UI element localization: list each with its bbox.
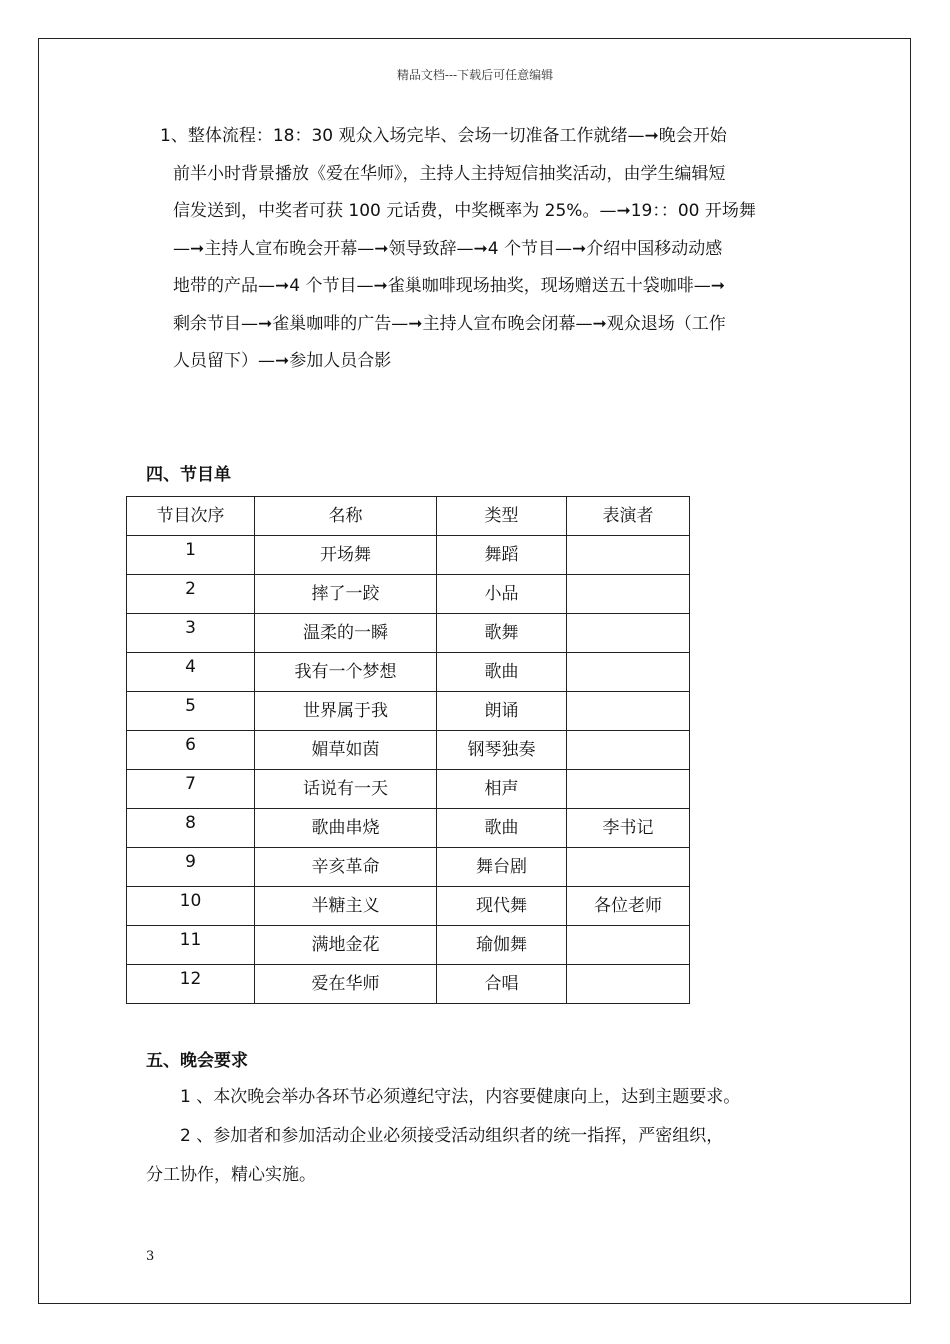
- table-cell: 半糖主义: [255, 887, 437, 926]
- flow-line: 剩余节目—➞雀巢咖啡的广告—➞主持人宣布晚会闭幕—➞观众退场（工作: [173, 313, 726, 334]
- requirement-item: 分工协作，精心实施。: [146, 1165, 316, 1185]
- page-header: 精品文档---下载后可任意编辑: [396, 68, 554, 82]
- table-cell: 歌曲串烧: [255, 809, 437, 848]
- table-cell: [567, 653, 690, 692]
- column-header: 名称: [255, 497, 437, 536]
- table-cell: 歌舞: [437, 614, 567, 653]
- table-cell: 爱在华师: [255, 965, 437, 1004]
- table-cell: 钢琴独奏: [437, 731, 567, 770]
- table-cell: 相声: [437, 770, 567, 809]
- page-number: 3: [146, 1249, 155, 1264]
- table-row: [127, 692, 690, 731]
- section-title-requirements: 五、晚会要求: [146, 1051, 248, 1071]
- table-row: [127, 809, 690, 848]
- table-row: [127, 770, 690, 809]
- table-cell: 朗诵: [437, 692, 567, 731]
- flow-line: —➞主持人宣布晚会开幕—➞领导致辞—➞4 个节目—➞介绍中国移动动感: [173, 238, 723, 259]
- table-cell: 媚草如茵: [255, 731, 437, 770]
- flow-line: 地带的产品—➞4 个节目—➞雀巢咖啡现场抽奖，现场赠送五十袋咖啡—➞: [173, 276, 725, 296]
- requirement-item: 2 、参加者和参加活动企业必须接受活动组织者的统一指挥，严密组织，: [180, 1126, 724, 1146]
- table-row: [127, 731, 690, 770]
- flow-paragraph: [160, 118, 810, 381]
- table-cell: 8: [127, 809, 255, 848]
- table-cell: 5: [127, 692, 255, 731]
- table-cell: [567, 731, 690, 770]
- table-cell: [567, 614, 690, 653]
- table-header-row: [127, 497, 690, 536]
- table-cell: 各位老师: [567, 887, 690, 926]
- table-cell: 温柔的一瞬: [255, 614, 437, 653]
- table-cell: 开场舞: [255, 536, 437, 575]
- table-cell: 歌曲: [437, 809, 567, 848]
- table-cell: 1: [127, 536, 255, 575]
- table-row: [127, 926, 690, 965]
- table-cell: [567, 926, 690, 965]
- table-row: [127, 965, 690, 1004]
- table-cell: 舞台剧: [437, 848, 567, 887]
- table-cell: 瑜伽舞: [437, 926, 567, 965]
- table-row: [127, 614, 690, 653]
- table-cell: 李书记: [567, 809, 690, 848]
- table-cell: [567, 575, 690, 614]
- table-row: [127, 848, 690, 887]
- table-cell: 合唱: [437, 965, 567, 1004]
- flow-line: 前半小时背景播放《爱在华师》，主持人主持短信抽奖活动，由学生编辑短: [173, 163, 726, 184]
- table-cell: [567, 770, 690, 809]
- table-cell: 辛亥革命: [255, 848, 437, 887]
- table-cell: 我有一个梦想: [255, 653, 437, 692]
- table-cell: 歌曲: [437, 653, 567, 692]
- table-cell: 满地金花: [255, 926, 437, 965]
- column-header: 节目次序: [127, 497, 255, 536]
- table-cell: 舞蹈: [437, 536, 567, 575]
- table-cell: 9: [127, 848, 255, 887]
- table-cell: 4: [127, 653, 255, 692]
- table-cell: [567, 848, 690, 887]
- section-title-program: 四、节目单: [146, 465, 231, 485]
- table-row: [127, 536, 690, 575]
- table-cell: 12: [127, 965, 255, 1004]
- table-cell: [567, 536, 690, 575]
- requirement-item: 1 、本次晚会举办各环节必须遵纪守法，内容要健康向上，达到主题要求。: [180, 1087, 741, 1107]
- requirements: [146, 1078, 826, 1195]
- program-table: [126, 496, 690, 1004]
- table-cell: 话说有一天: [255, 770, 437, 809]
- table-cell: [567, 965, 690, 1004]
- table-cell: 3: [127, 614, 255, 653]
- table-cell: 摔了一跤: [255, 575, 437, 614]
- table-cell: [567, 692, 690, 731]
- table-cell: 世界属于我: [255, 692, 437, 731]
- table-cell: 10: [127, 887, 255, 926]
- column-header: 类型: [437, 497, 567, 536]
- flow-line: 信发送到，中奖者可获 100 元话费，中奖概率为 25%。—➞19：：00 开场舞: [173, 201, 756, 221]
- table-cell: 7: [127, 770, 255, 809]
- table-cell: 11: [127, 926, 255, 965]
- table-cell: 现代舞: [437, 887, 567, 926]
- table-cell: 2: [127, 575, 255, 614]
- flow-number: 1: [160, 126, 171, 146]
- flow-line: 人员留下）—➞参加人员合影: [173, 351, 392, 371]
- table-row: [127, 653, 690, 692]
- flow-line: 、整体流程：18：30 观众入场完毕、会场一切准备工作就绪—➞晚会开始: [170, 126, 727, 146]
- column-header: 表演者: [567, 497, 690, 536]
- table-cell: 小品: [437, 575, 567, 614]
- table-row: [127, 887, 690, 926]
- table-cell: 6: [127, 731, 255, 770]
- table-row: [127, 575, 690, 614]
